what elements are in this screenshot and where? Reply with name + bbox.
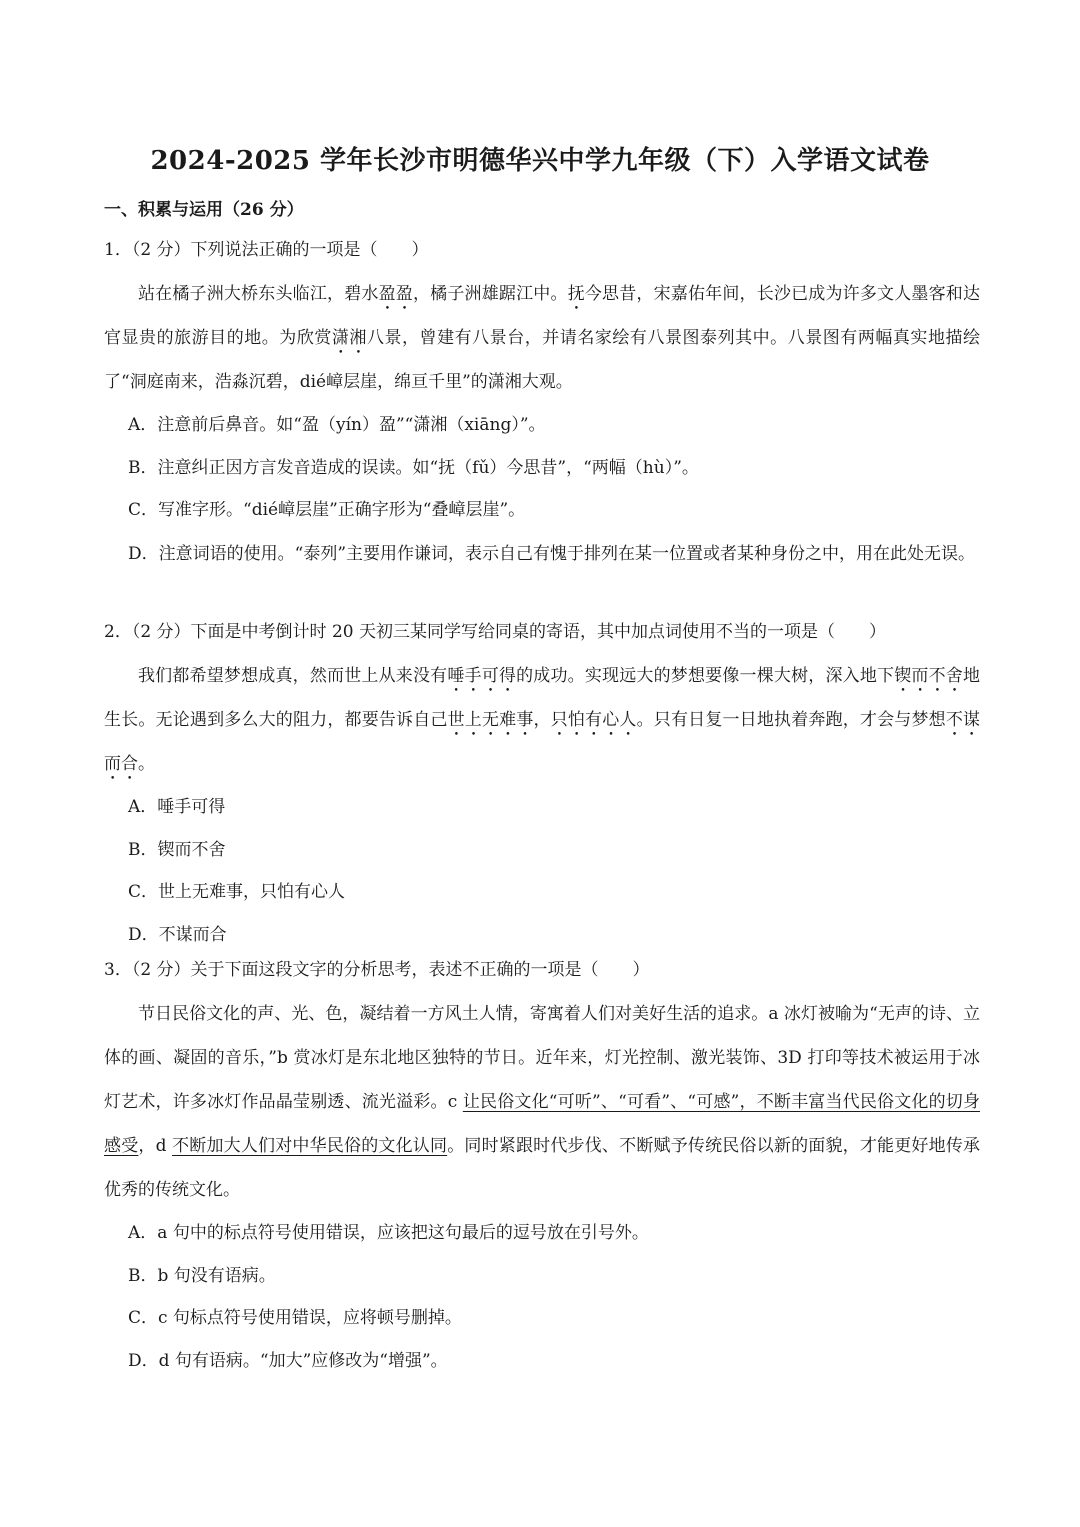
passage-text: 。同时紧跟时代步伐、不断赋予传统民俗以新的面貌，才能更好地传承优秀的传统文化。 (104, 1136, 981, 1200)
dotted-word: 抚 (567, 284, 585, 304)
passage-text: 我们都希望梦想成真，然而世上从来没有 (138, 666, 448, 686)
passage (104, 992, 980, 1212)
passage (104, 272, 980, 404)
dotted-word: 潇湘 (331, 328, 367, 348)
option-d: D．注意词语的使用。“泰列”主要用作谦词，表示自己有愧于排列在某一位置或者某种身份之中，用在此处无误。 (128, 543, 976, 564)
option-a: A．唾手可得 (128, 797, 226, 817)
option-b: B．注意纠正因方言发音造成的误读。如“抚（fǔ）今思昔”，“两幅（hù）”。 (128, 457, 699, 478)
passage-text: 。 (138, 754, 155, 774)
option-a: A．a 句中的标点符号使用错误，应该把这句最后的逗号放在引号外。 (128, 1223, 649, 1243)
question-stem: 2．（2 分）下面是中考倒计时 20 天初三某同学写给同桌的寄语，其中加点词使用不当的一项是（ ） (104, 622, 886, 642)
option-b: B．b 句没有语病。 (128, 1265, 276, 1286)
question-stem: 3．（2 分）关于下面这段文字的分析思考，表述不正确的一项是（ ） (104, 960, 650, 980)
underlined-sentence-d: 不断加大人们对中华民俗的文化认同 (172, 1136, 448, 1156)
option-c: C．c 句标点符号使用错误，应将顿号删掉。 (128, 1308, 462, 1328)
passage-text: ，d (138, 1136, 173, 1156)
option-b: B．锲而不舍 (128, 839, 226, 860)
option-a: A．注意前后鼻音。如“盈（yín）盈”“潇湘（xiāng）”。 (128, 415, 546, 435)
question-3 (104, 948, 980, 1382)
passage-text: 的成功。实现远大的梦想要像一棵大树，深入地下 (516, 666, 895, 686)
dotted-word: 唾手可得 (447, 666, 517, 686)
option-d: D．不谋而合 (128, 924, 227, 945)
question-1 (104, 228, 980, 576)
passage-text: 站在橘子洲大桥东头临江，碧水 (138, 284, 379, 304)
option-d: D．d 句有语病。“加大”应修改为“增强”。 (128, 1350, 448, 1371)
dotted-word: 锲而不舍 (894, 666, 963, 686)
page-title: 2024-2025 学年长沙市明德华兴中学九年级（下）入学语文试卷 (150, 146, 930, 176)
question-2 (104, 610, 980, 956)
dotted-word: 世上无难事，只怕有心人 (447, 710, 637, 730)
passage-text: ，橘子洲雄踞江中。 (413, 284, 568, 304)
passage-text: 。只有日复一日地执着奔跑，才会与梦想 (636, 710, 946, 730)
section-heading: 一、积累与运用（26 分） (104, 200, 304, 220)
option-c: C．世上无难事，只怕有心人 (128, 882, 346, 902)
passage-text: 地生长。无论遇到多么大的阻力，都要告诉自己 (104, 666, 980, 730)
passage-text: 八景，曾建有八景台，并请名家绘有八景图泰列其中。八景图有两幅真实地描绘了“洞庭南来，浩淼沉碧，dié嶂层崖，绵亘千里”的潇湘大观。 (104, 328, 981, 392)
dotted-word: 盈盈 (378, 284, 413, 304)
dotted-word: 不谋而合 (104, 710, 981, 774)
passage-text: 今思昔，宋嘉佑年间，长沙已成为许多文人墨客和达官显贵的旅游目的地。为欣赏 (104, 284, 980, 348)
question-stem: 1．（2 分）下列说法正确的一项是（ ） (104, 240, 429, 260)
option-c: C．写准字形。“dié嶂层崖”正确字形为“叠嶂层崖”。 (128, 500, 526, 520)
passage (104, 654, 980, 786)
underlined-sentence-c: 让民俗文化“可听”、“可看”、“可感”，不断丰富当代民俗文化的切身感受 (104, 1092, 980, 1156)
passage-text: 节日民俗文化的声、光、色，凝结着一方风土人情，寄寓着人们对美好生活的追求。a 冰灯被喻为“无声的诗、立体的画、凝固的音乐，”b 赏冰灯是东北地区独特的节日。近年来，灯光控制、激光装饰、3D 打印等技术被运用于冰灯艺术，许多冰灯作品晶莹剔透、流光溢彩。c (104, 1004, 980, 1112)
